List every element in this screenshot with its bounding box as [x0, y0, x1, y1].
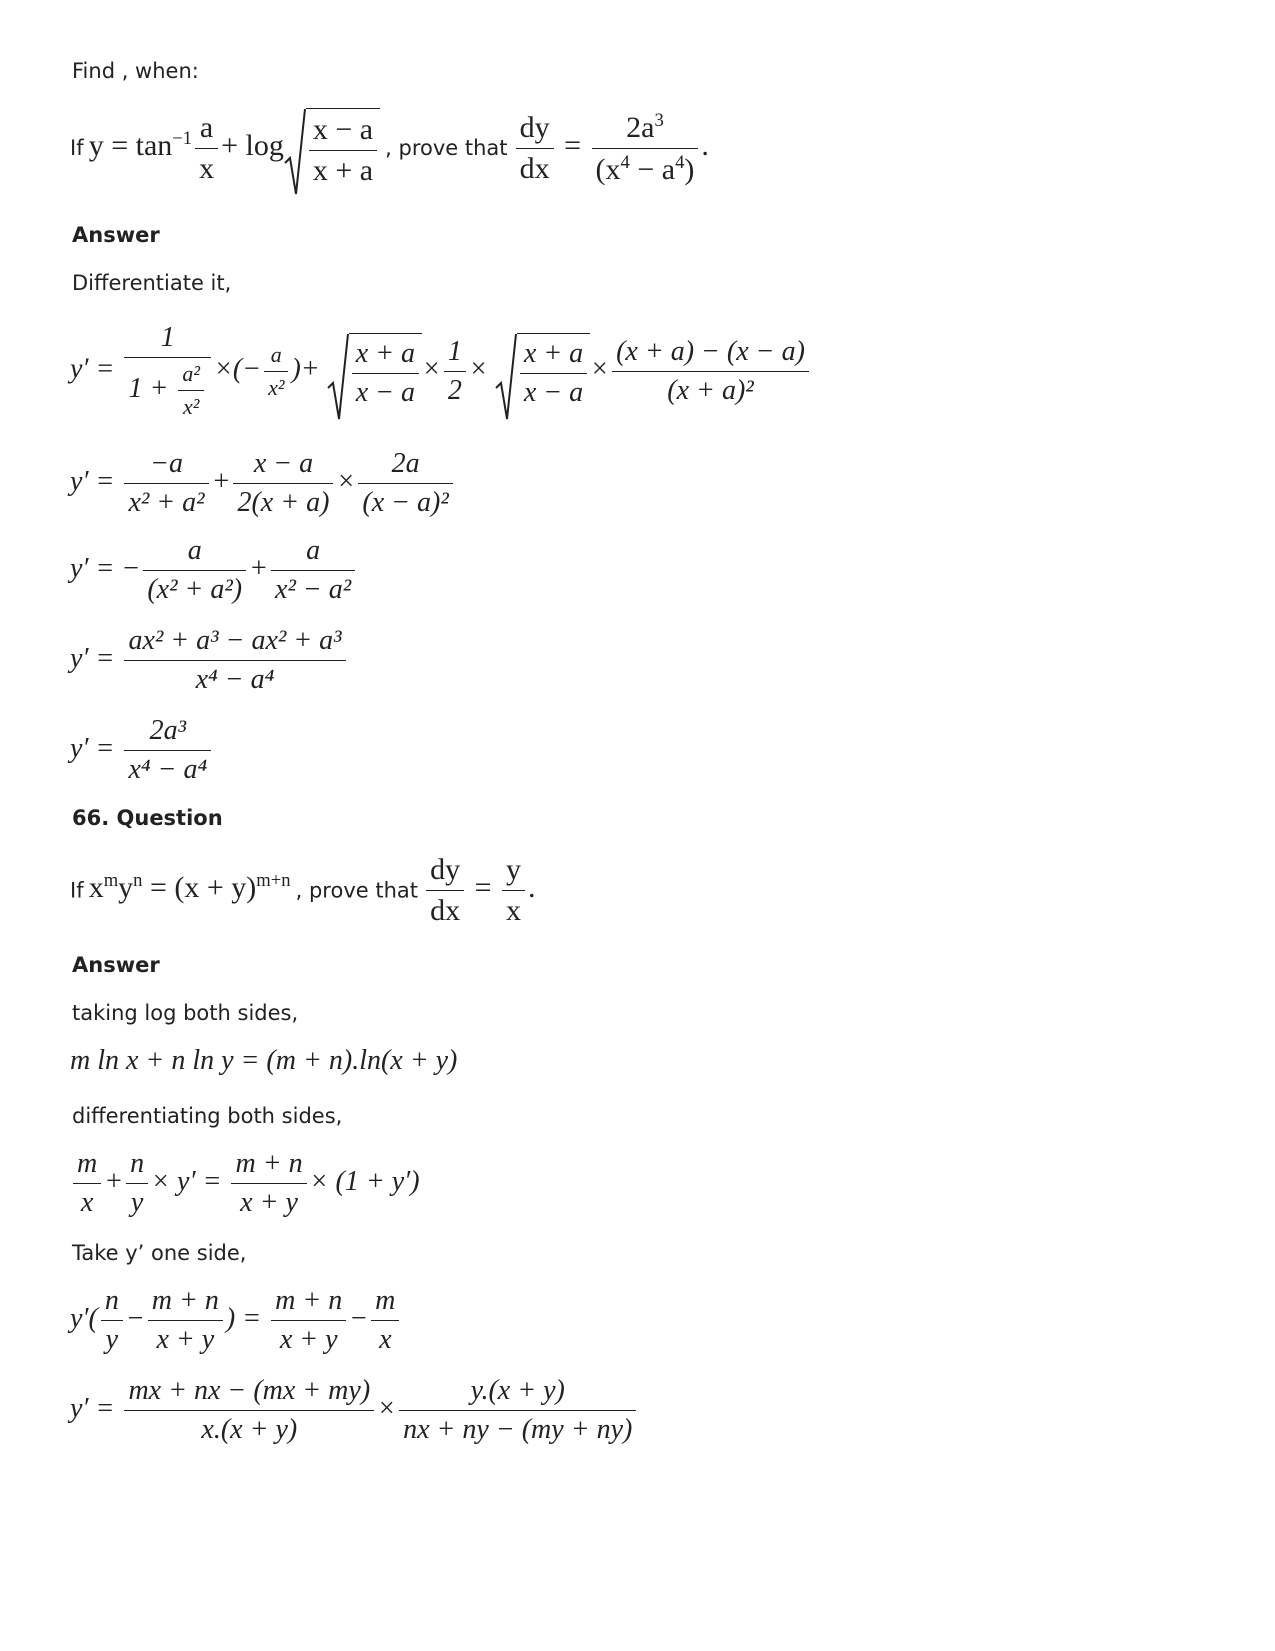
q66-statement [70, 853, 536, 928]
equation: y′ = $\frac{\text{2a³}}{\text{x⁴ − a⁴}}$ [70, 715, 214, 786]
diff-step-text: differentiating both sides, [72, 1104, 343, 1128]
answer-heading: Answer [72, 223, 160, 247]
question-heading: 66. Question [72, 806, 223, 830]
equation: y′( $\frac{n}{y}$ − $\frac{m + n}{x + y}$ ) = $\frac{m + n}{x + y}$ − $\frac{m}{x}$ [70, 1285, 402, 1356]
q65-statement [70, 108, 709, 188]
equation: y′ = $\frac{\text{ax² + a³ − ax² + a³}}{\text{x⁴ − a⁴}}$ [70, 625, 349, 696]
if-label: If [70, 135, 84, 160]
equation: y′ = 1 1 + $\frac{\text{a²}}{\text{x²}}$ ×(− $\frac{a}{\text{x²}}$ )+ $\frac{x + a}{x - a}$ × $\frac{1}{2}$ × $\frac{x + a}{x - a}$ × $\frac{(x + a) - (x - a)}{\text{(x + a)²}}$ [70, 322, 812, 420]
take-step-text: Take y’ one side, [72, 1241, 247, 1265]
equation: y′ = $\frac{-a}{\text{x² + a²}}$ + $\frac{x - a}{2(x + a)}$ × $\frac{2a}{\text{(x − a)²}}$ [70, 448, 456, 519]
equation: y′ = − $\frac{a}{\text{(x² + a²)}}$ + $\frac{a}{\text{x² − a²}}$ [70, 535, 358, 606]
equation: $y = \tan^{-1}$ $\frac{a}{x}$ + log $\frac{x - a}{x + a}$ [89, 129, 380, 162]
answer-heading: Answer [72, 953, 160, 977]
equation: y′ = $\frac{mx + nx - (mx + my)}{x.(x + y)}$ × $\frac{y.(x + y)}{nx + ny - (my + ny)}$ [70, 1375, 639, 1446]
differentiate-text: Differentiate it, [72, 271, 232, 295]
prove-label: , prove that [295, 878, 418, 903]
log-step-text: taking log both sides, [72, 1001, 299, 1025]
equation: $\frac{m}{x}$ + $\frac{n}{y}$ × y′ = $\frac{m + n}{x + y}$ × (1 + y′) [70, 1148, 420, 1219]
equation: $x^my^n = (x + y)^{m+n}$ [88, 870, 291, 905]
equation: $\frac{dy}{dx}$ = $\frac{2a^3}{(x^4 - a^4)}$ . [513, 129, 709, 162]
intro-text: Find , when: [72, 59, 199, 83]
if-label: If [70, 878, 84, 903]
equation: $\frac{dy}{dx}$ = $\frac{y}{x}$ . [423, 871, 535, 904]
prove-label: , prove that [385, 135, 508, 160]
equation: m ln x + n ln y = (m + n).ln(x + y) [70, 1045, 458, 1076]
